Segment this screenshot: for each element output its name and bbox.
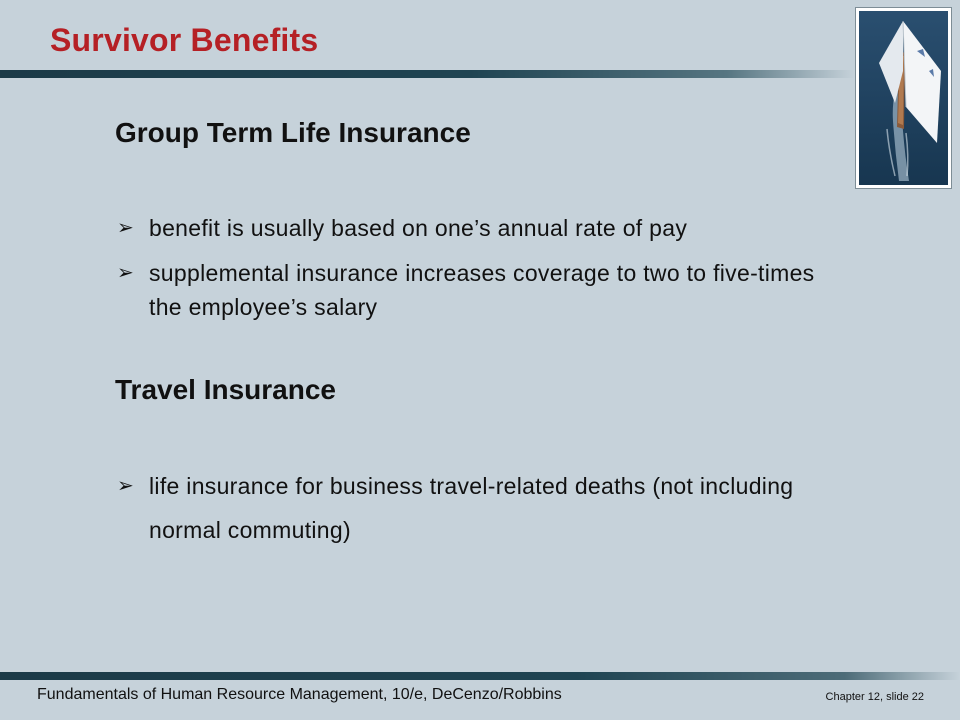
- bullet-text: benefit is usually based on one’s annual rate of pay: [149, 215, 688, 241]
- bullet-text: life insurance for business travel-related deaths (not including normal commuting): [149, 473, 794, 543]
- footer-divider: [0, 672, 960, 680]
- slide-title: Survivor Benefits: [50, 22, 319, 58]
- arrow-bullet-icon: ➢: [117, 475, 135, 497]
- section-heading-travel: Travel Insurance: [115, 374, 337, 405]
- bullet-item: [117, 464, 837, 552]
- footer-slide-number: Chapter 12, slide 22: [825, 691, 924, 703]
- section-heading-group-term: Group Term Life Insurance: [115, 117, 471, 148]
- footer-book-title: Fundamentals of Human Resource Management, 10/e, DeCenzo/Robbins: [37, 686, 562, 703]
- arrow-bullet-icon: ➢: [117, 262, 135, 284]
- title-divider: [0, 70, 855, 78]
- sailboat-photo: [856, 8, 951, 188]
- bullet-item: [117, 256, 837, 324]
- bullet-text: supplemental insurance increases coverage to two to five-times the employee’s salary: [149, 260, 815, 320]
- arrow-bullet-icon: ➢: [117, 217, 135, 239]
- sailboat-image: [859, 11, 948, 185]
- bullet-item: [117, 213, 837, 243]
